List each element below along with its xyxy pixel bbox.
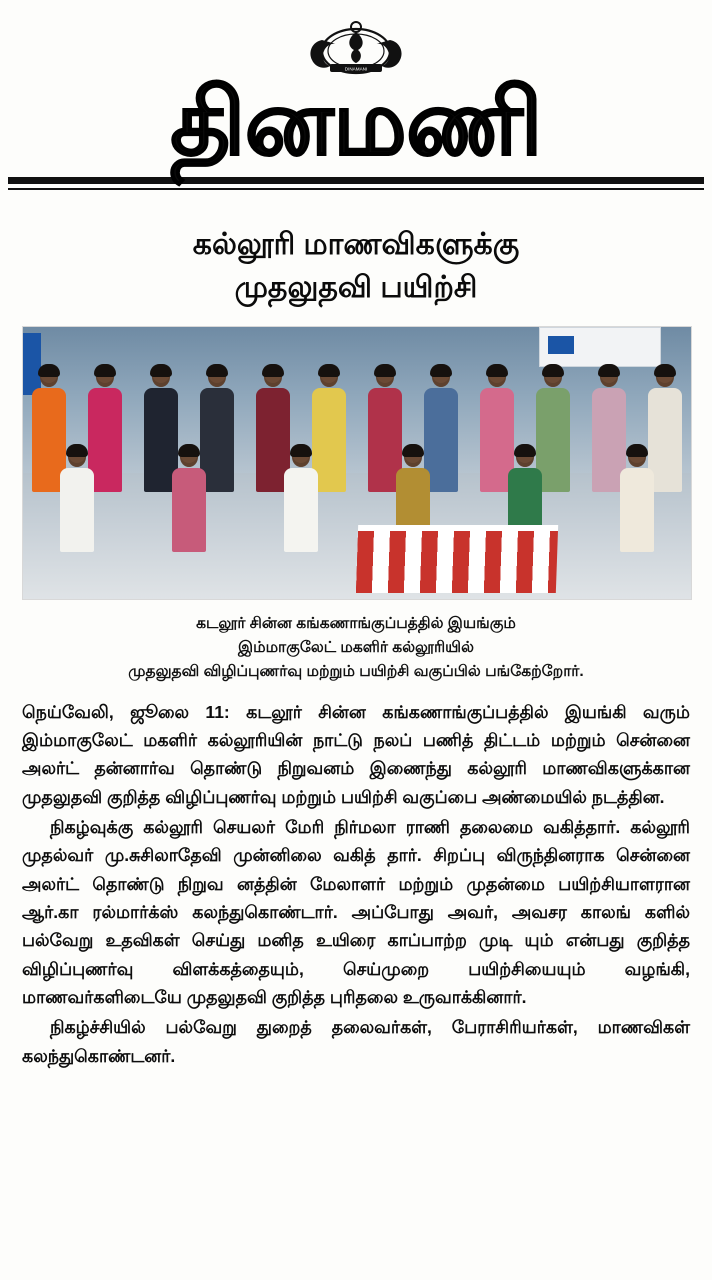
photo-caption-line-1: கடலூர் சின்ன கங்கணாங்குப்பத்தில் இயங்கும் (196, 614, 516, 632)
headline-line-2: முதலுதவி பயிற்சி (234, 270, 478, 304)
article-headline (40, 224, 672, 309)
article-paragraph-3: நிகழ்ச்சியில் பல்வேறு துறைத் தலைவர்கள், பேராசிரியர்கள், மாணவிகள் கலந்துகொண்டனர். (22, 1017, 690, 1066)
photo-caption-line-2: இம்மாகுலேட் மகளிர் கல்லூரியில் (238, 638, 474, 656)
masthead (0, 0, 712, 190)
masthead-rule-thick (8, 177, 704, 184)
article-paragraph-1 (22, 698, 690, 811)
article-body (22, 698, 690, 1070)
group-photo-first-aid-training (22, 326, 692, 600)
article-paragraph-1-text: கடலூர் சின்ன கங்கணாங்குப்பத்தில் இயங்கி வரும் இம்மாகுலேட் மகளிர் கல்லூரியின் நாட்டு நலப் பணித் திட்டம் மற்றும் சென்னை அலர்ட் தன்னார்வ தொண்டு நிறுவனம் இணைந்து கல்லூரி மாணவிகளுக்கான முதலுதவி குறித்த விழிப்புணர்வு மற்றும் பயிற்சி வகுப்பை அண்மையில் நடத்தின. (22, 701, 690, 807)
photo-caption (48, 612, 664, 684)
masthead-rule-thin (8, 188, 704, 190)
svg-text:DINAMANI: DINAMANI (344, 66, 368, 72)
paper-title: தினமணி (170, 72, 542, 174)
headline-line-1: கல்லூரி மாணவிகளுக்கு (192, 228, 520, 262)
photo-caption-line-3: முதலுதவி விழிப்புணர்வு மற்றும் பயிற்சி வகுப்பில் பங்கேற்றோர். (128, 662, 584, 680)
lion-emblem-crest-icon (0, 16, 712, 78)
article-paragraph-2: நிகழ்வுக்கு கல்லூரி செயலர் மேரி நிர்மலா ராணி தலைமை வகித்தார். கல்லூரி முதல்வர் மு.சுசிலாதேவி முன்னிலை வகித் தார். சிறப்பு விருந்தினராக சென்னை அலர்ட் தொண்டு நிறுவ னத்தின் மேலாளர் மற்றும் முதன்மை பயிற்சியாளரான ஆர்.கா ரல்மார்க்ஸ் கலந்துகொண்டார். அப்போது அவர், அவசர காலங் களில் பல்வேறு உதவிகள் செய்து மனித உயிரை காப்பாற்ற முடி யும் என்பது குறித்த விழிப்புணர்வு விளக்கத்தையும், செய்முறை பயிற்சியையும் வழங்கி, மாணவர்களிடையே முதலுதவி குறித்த புரிதலை உருவாக்கினார். (22, 817, 690, 1008)
draped-table (356, 525, 558, 593)
dateline: நெய்வேலி, ஜூலை 11: (22, 701, 230, 722)
photo-block (22, 326, 690, 684)
